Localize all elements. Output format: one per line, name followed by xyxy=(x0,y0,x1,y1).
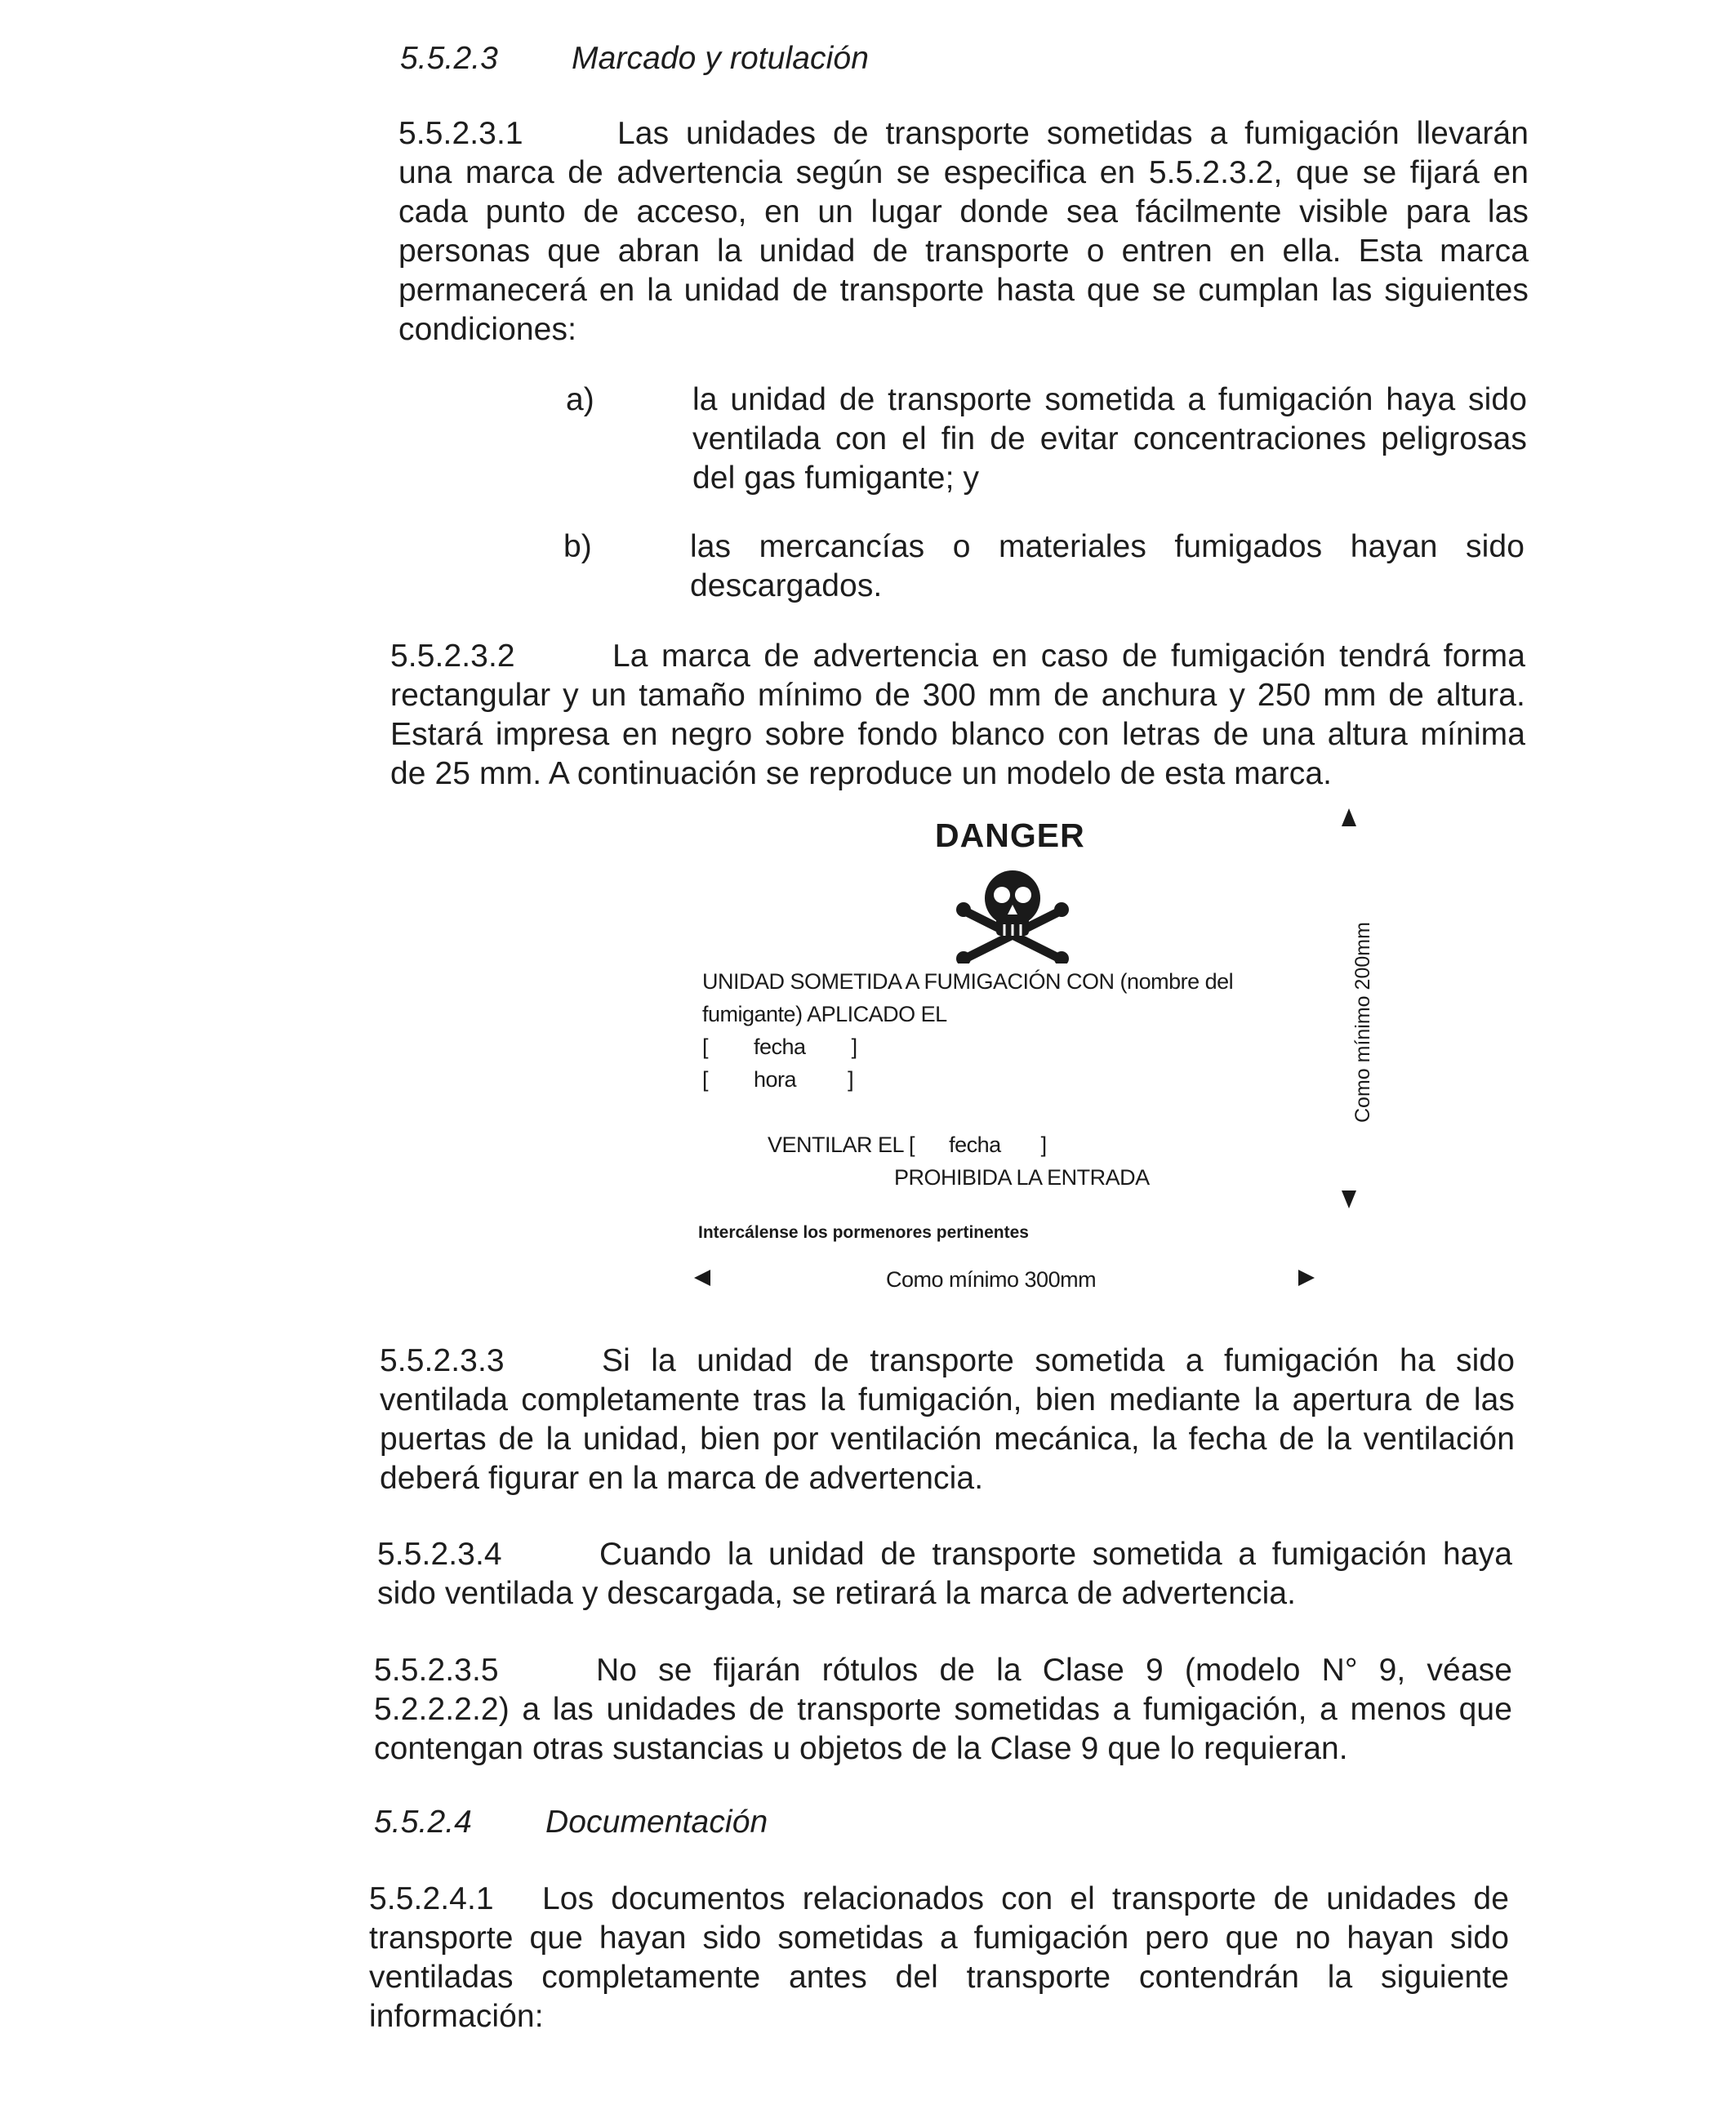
paragraph-line: condiciones: xyxy=(398,312,577,347)
paragraph-line: puertas de la unidad, bien por ventilación mecánica, la fecha de la ventilación xyxy=(380,1422,1515,1457)
paragraph-5-5-2-3-4 xyxy=(377,1535,1512,1613)
list-label: a) xyxy=(566,382,594,417)
paragraph-number: 5.5.2.3.5 xyxy=(374,1653,499,1688)
paragraph-line: Cuando la unidad de transporte sometida a fumigación haya xyxy=(599,1537,1512,1572)
paragraph-line: ventiladas completamente antes del transporte contendrán la siguiente xyxy=(369,1960,1509,1995)
paragraph-line: información: xyxy=(369,1999,544,2034)
paragraph-5-5-2-4-1 xyxy=(369,1880,1509,2036)
paragraph-5-5-2-3-3 xyxy=(380,1342,1515,1498)
paragraph-line: de 25 mm. A continuación se reproduce un modelo de esta marca. xyxy=(390,756,1333,791)
paragraph-line: Los documentos relacionados con el transporte de unidades de xyxy=(542,1881,1509,1916)
paragraph-line: transporte que hayan sido sometidas a fumigación pero que no hayan sido xyxy=(369,1920,1509,1956)
mark-fecha-row: [ fecha ] xyxy=(702,1035,857,1059)
paragraph-number: 5.5.2.4.1 xyxy=(369,1881,494,1916)
section-heading-marcado xyxy=(400,39,870,78)
section-title: Marcado y rotulación xyxy=(572,41,870,76)
paragraph-line: personas que abran la unidad de transporte o entren en ella. Esta marca xyxy=(398,234,1529,269)
section-heading-documentacion xyxy=(374,1803,768,1842)
paragraph-number: 5.5.2.3.3 xyxy=(380,1343,505,1378)
paragraph-line: rectangular y un tamaño mínimo de 300 mm de anchura y 250 mm de altura. xyxy=(390,678,1525,713)
paragraph-line: 5.2.2.2.2) a las unidades de transporte sometidas a fumigación, a menos que xyxy=(374,1692,1512,1727)
list-item-b-text xyxy=(690,527,1525,606)
mark-line-2: fumigante) APLICADO EL xyxy=(702,1002,947,1026)
paragraph-line: No se fijarán rótulos de la Clase 9 (modelo N° 9, véase xyxy=(596,1653,1512,1688)
paragraph-line: La marca de advertencia en caso de fumigación tendrá forma xyxy=(612,639,1525,674)
paragraph-number: 5.5.2.3.2 xyxy=(390,639,515,674)
skull-crossbones-icon xyxy=(955,866,1070,963)
paragraph-number: 5.5.2.3.1 xyxy=(398,116,523,151)
width-dimension-label: Como mínimo 300mm xyxy=(886,1267,1097,1292)
paragraph-number: 5.5.2.3.4 xyxy=(377,1537,502,1572)
paragraph-line: las mercancías o materiales fumigados hayan sido xyxy=(690,529,1525,564)
paragraph-5-5-2-3-1 xyxy=(398,114,1529,349)
mark-prohibida: PROHIBIDA LA ENTRADA xyxy=(894,1165,1150,1190)
danger-heading: DANGER xyxy=(935,817,1085,854)
paragraph-line: descargados. xyxy=(690,568,883,603)
mark-note: Intercálense los pormenores pertinentes xyxy=(698,1223,1029,1242)
section-number: 5.5.2.3 xyxy=(400,41,498,76)
list-item-a xyxy=(566,381,594,420)
section-title: Documentación xyxy=(545,1805,768,1840)
section-number: 5.5.2.4 xyxy=(374,1805,472,1840)
paragraph-line: sido ventilada y descargada, se retirará la marca de advertencia. xyxy=(377,1576,1297,1611)
paragraph-line: deberá figurar en la marca de advertencia. xyxy=(380,1461,984,1496)
paragraph-line: la unidad de transporte sometida a fumigación haya sido xyxy=(692,382,1527,417)
paragraph-line: ventilada con el fin de evitar concentraciones peligrosas xyxy=(692,421,1527,456)
paragraph-line: ventilada completamente tras la fumigación, bien mediante la apertura de las xyxy=(380,1382,1515,1417)
paragraph-line: contengan otras sustancias u objetos de la Clase 9 que lo requieran. xyxy=(374,1731,1348,1766)
list-label: b) xyxy=(563,529,592,564)
mark-hora-row: [ hora ] xyxy=(702,1067,854,1092)
paragraph-5-5-2-3-5 xyxy=(374,1651,1512,1769)
list-item-b xyxy=(563,527,592,567)
paragraph-line: Las unidades de transporte sometidas a fumigación llevarán xyxy=(617,116,1529,151)
paragraph-line: cada punto de acceso, en un lugar donde sea fácilmente visible para las xyxy=(398,194,1529,229)
paragraph-line: permanecerá en la unidad de transporte hasta que se cumplan las siguientes xyxy=(398,273,1529,308)
paragraph-line: Si la unidad de transporte sometida a fumigación ha sido xyxy=(602,1343,1515,1378)
paragraph-line: Estará impresa en negro sobre fondo blanco con letras de una altura mínima xyxy=(390,717,1525,752)
list-item-a-text xyxy=(692,381,1527,498)
mark-line-1: UNIDAD SOMETIDA A FUMIGACIÓN CON (nombre del xyxy=(702,969,1234,994)
mark-ventilar: VENTILAR EL [ fecha ] xyxy=(768,1133,1047,1157)
height-dimension-label: Como mínimo 200mm xyxy=(1351,922,1374,1123)
paragraph-line: una marca de advertencia según se especifica en 5.5.2.3.2, que se fijará en xyxy=(398,155,1529,190)
fumigation-warning-mark xyxy=(686,808,1421,1315)
paragraph-5-5-2-3-2 xyxy=(390,637,1525,794)
paragraph-line: del gas fumigante; y xyxy=(692,461,980,496)
